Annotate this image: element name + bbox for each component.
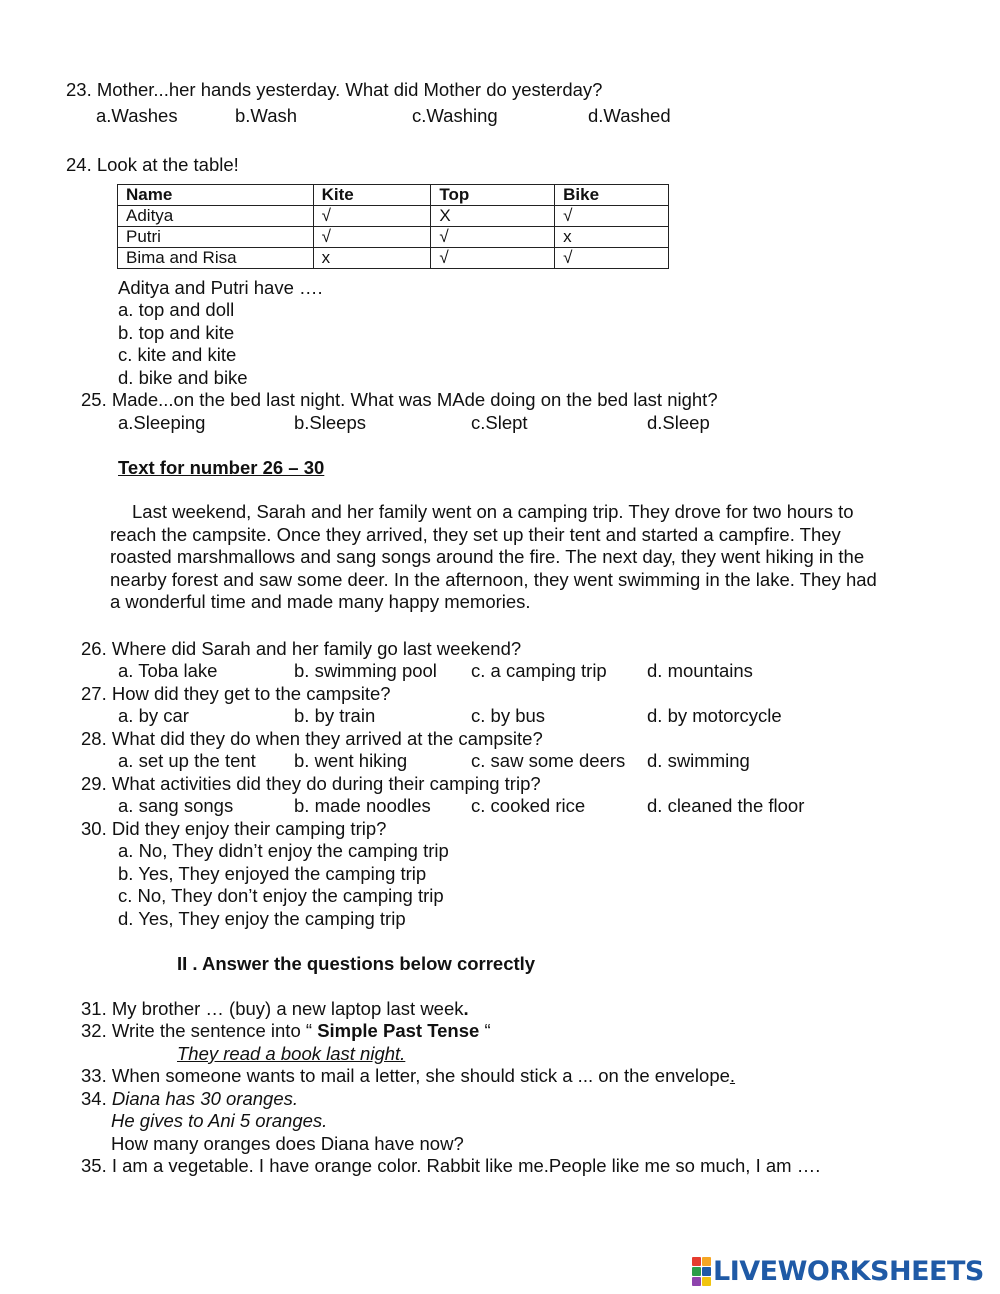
table-cell: Putri: [118, 227, 314, 248]
q31-period: .: [463, 998, 469, 1019]
logo-text: LIVEWORKSHEETS: [713, 1255, 984, 1287]
q23-option-d[interactable]: d.Washed: [588, 105, 671, 126]
q30-option-a[interactable]: a. No, They didn’t enjoy the camping trip: [118, 840, 449, 861]
section-2-heading: II . Answer the questions below correctly: [177, 953, 536, 974]
table-cell: x: [555, 227, 669, 248]
question-24: 24. Look at the table!: [66, 154, 239, 175]
logo-mark-icon: [692, 1257, 711, 1286]
table-cell: X: [431, 206, 555, 227]
q29-option-b[interactable]: b. made noodles: [294, 795, 431, 816]
table-row: [118, 248, 669, 269]
q34-number: 34.: [81, 1088, 112, 1109]
q28-option-b[interactable]: b. went hiking: [294, 750, 408, 771]
ownership-table: [117, 184, 669, 269]
question-29: 29. What activities did they do during their camping trip?: [81, 773, 541, 794]
q32-prefix: 32. Write the sentence into “: [81, 1020, 318, 1041]
q24-option-d[interactable]: d. bike and bike: [118, 367, 248, 388]
q29-option-a[interactable]: a. sang songs: [118, 795, 234, 816]
question-33: [81, 1065, 735, 1087]
table-row: [118, 206, 669, 227]
q23-option-b[interactable]: b.Wash: [235, 105, 298, 126]
question-28: 28. What did they do when they arrived at the campsite?: [81, 728, 543, 749]
table-cell: Bima and Risa: [118, 248, 314, 269]
table-cell: √: [313, 227, 431, 248]
q32-suffix: “: [479, 1020, 491, 1041]
q33-period: .: [729, 1065, 736, 1086]
table-header: Bike: [555, 185, 669, 206]
q32-tense: Simple Past Tense: [317, 1020, 480, 1041]
q26-option-a[interactable]: a. Toba lake: [118, 660, 218, 681]
q34-line-3: How many oranges does Diana have now?: [111, 1133, 464, 1154]
logo-square: [692, 1257, 701, 1266]
table-cell: Aditya: [118, 206, 314, 227]
table-cell: √: [431, 248, 555, 269]
question-35: 35. I am a vegetable. I have orange color. Rabbit like me.People like me so much, I am ….: [81, 1155, 821, 1176]
table-header: Top: [431, 185, 555, 206]
reading-heading: Text for number 26 – 30: [118, 457, 325, 478]
q32-sentence: They read a book last night.: [177, 1043, 406, 1064]
q23-option-c[interactable]: c.Washing: [412, 105, 498, 126]
q26-option-d[interactable]: d. mountains: [647, 660, 753, 681]
q34-line-2: He gives to Ani 5 oranges.: [111, 1110, 328, 1131]
q25-option-a[interactable]: a.Sleeping: [118, 412, 206, 433]
q26-option-b[interactable]: b. swimming pool: [294, 660, 437, 681]
table-header: Name: [118, 185, 314, 206]
q24-stem: Aditya and Putri have ….: [118, 277, 323, 298]
q28-option-c[interactable]: c. saw some deers: [471, 750, 626, 771]
q25-option-d[interactable]: d.Sleep: [647, 412, 710, 433]
question-32: [81, 1020, 491, 1042]
table-cell: √: [555, 206, 669, 227]
q24-option-c[interactable]: c. kite and kite: [118, 344, 237, 365]
table-cell: x: [313, 248, 431, 269]
logo-square: [692, 1267, 701, 1276]
question-27: 27. How did they get to the campsite?: [81, 683, 391, 704]
q25-option-b[interactable]: b.Sleeps: [294, 412, 366, 433]
q30-option-b[interactable]: b. Yes, They enjoyed the camping trip: [118, 863, 427, 884]
table-header: Kite: [313, 185, 431, 206]
q27-option-b[interactable]: b. by train: [294, 705, 376, 726]
table-row: [118, 227, 669, 248]
q30-option-c[interactable]: c. No, They don’t enjoy the camping trip: [118, 885, 444, 906]
q24-option-b[interactable]: b. top and kite: [118, 322, 235, 343]
q28-option-d[interactable]: d. swimming: [647, 750, 750, 771]
q25-option-c[interactable]: c.Slept: [471, 412, 528, 433]
question-26: 26. Where did Sarah and her family go last weekend?: [81, 638, 522, 659]
q30-option-d[interactable]: d. Yes, They enjoy the camping trip: [118, 908, 406, 929]
table-cell: √: [313, 206, 431, 227]
q34-line-1: Diana has 30 oranges.: [111, 1088, 299, 1109]
logo-square: [702, 1277, 711, 1286]
q26-option-c[interactable]: c. a camping trip: [471, 660, 607, 681]
q33-text: 33. When someone wants to mail a letter, she should stick a ... on the envelope: [81, 1065, 730, 1086]
question-30: 30. Did they enjoy their camping trip?: [81, 818, 387, 839]
table-cell: √: [555, 248, 669, 269]
logo-square: [702, 1267, 711, 1276]
q27-option-d[interactable]: d. by motorcycle: [647, 705, 782, 726]
question-25: 25. Made...on the bed last night. What was MAde doing on the bed last night?: [81, 389, 718, 410]
q31-text: 31. My brother … (buy) a new laptop last week: [81, 998, 464, 1019]
reading-passage: Last weekend, Sarah and her family went on a camping trip. They drove for two hours to reach the campsite. Once they arrived, they set up their tent and started a campfire. They roasted marshmallows and sang songs around the fire. The next day, they went hiking in the nearby forest and saw some deer. In the afternoon, they went swimming in the lake. They had a wonderful time and made many happy memories.: [110, 501, 877, 613]
q29-option-c[interactable]: c. cooked rice: [471, 795, 586, 816]
logo-square: [692, 1277, 701, 1286]
table-header-row: [118, 185, 669, 206]
question-31: [81, 998, 469, 1020]
q29-option-d[interactable]: d. cleaned the floor: [647, 795, 805, 816]
logo-square: [702, 1257, 711, 1266]
q27-option-c[interactable]: c. by bus: [471, 705, 546, 726]
q28-option-a[interactable]: a. set up the tent: [118, 750, 256, 771]
table-cell: √: [431, 227, 555, 248]
q23-option-a[interactable]: a.Washes: [96, 105, 178, 126]
q24-option-a[interactable]: a. top and doll: [118, 299, 235, 320]
liveworksheets-logo[interactable]: [692, 1257, 984, 1285]
q27-option-a[interactable]: a. by car: [118, 705, 189, 726]
question-23: 23. Mother...her hands yesterday. What did Mother do yesterday?: [66, 79, 603, 100]
question-34: [81, 1088, 298, 1110]
